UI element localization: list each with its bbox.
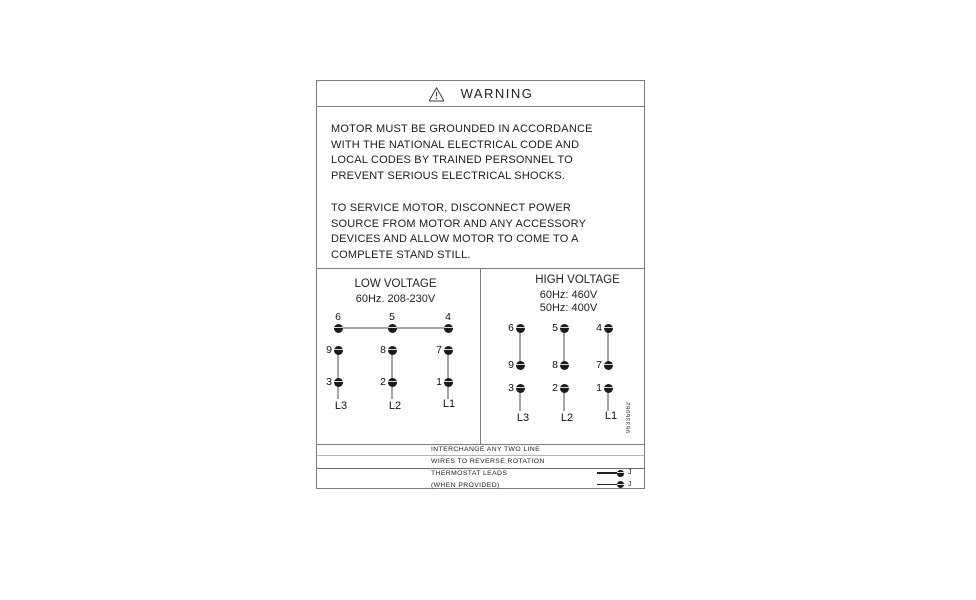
- terminal-dot-7: [604, 361, 613, 370]
- wire-8-2-L2: [391, 350, 393, 399]
- terminal-number: 6: [508, 322, 514, 334]
- line-lead-label: L2: [388, 400, 402, 412]
- low-voltage-diagram: [317, 269, 480, 444]
- terminal-number: 3: [508, 382, 514, 394]
- footer-divider-mid2: [317, 468, 644, 469]
- terminal-dot-9: [516, 361, 525, 370]
- terminal-dot-2: [388, 378, 397, 387]
- terminal-dot-4: [444, 324, 453, 333]
- terminal-number: 4: [445, 311, 451, 323]
- warning-text-line: SOURCE FROM MOTOR AND ANY ACCESSORY: [331, 217, 587, 230]
- thermostat-leads-label: THERMOSTAT LEADS: [431, 470, 508, 477]
- terminal-dot-3: [516, 384, 525, 393]
- terminal-dot-3: [334, 378, 343, 387]
- terminal-number: 1: [596, 382, 602, 394]
- terminal-dot-6: [334, 324, 343, 333]
- wire-7-1-L1: [447, 350, 449, 399]
- wire-4-7: [607, 328, 609, 365]
- wire-9-3-L3: [337, 350, 339, 399]
- terminal-number: 9: [326, 344, 332, 356]
- terminal-number: 6: [335, 311, 341, 323]
- terminal-number: 8: [552, 359, 558, 371]
- warning-header: [317, 81, 644, 107]
- wire-6-9: [519, 328, 521, 365]
- line-lead-label: L3: [334, 400, 348, 412]
- warning-text-line: PREVENT SERIOUS ELECTRICAL SHOCKS.: [331, 169, 566, 182]
- thermostat-lead-dot-2: [617, 481, 624, 488]
- terminal-dot-6: [516, 324, 525, 333]
- terminal-number: 1: [436, 376, 442, 388]
- terminal-number: 8: [380, 344, 386, 356]
- terminal-number: 7: [596, 359, 602, 371]
- line-lead-label: L1: [442, 398, 456, 410]
- footer-divider-mid1: [317, 455, 644, 456]
- terminal-dot-8: [560, 361, 569, 370]
- warning-text-line: COMPLETE STAND STILL.: [331, 248, 471, 261]
- terminal-number: 5: [552, 322, 558, 334]
- thermostat-lead-label-2: J: [628, 480, 632, 488]
- terminal-number: 3: [326, 376, 332, 388]
- terminal-number: 2: [552, 382, 558, 394]
- terminal-dot-1: [444, 378, 453, 387]
- wire-5-8: [563, 328, 565, 365]
- terminal-dot-5: [388, 324, 397, 333]
- when-provided-label: (WHEN PROVIDED): [431, 482, 500, 489]
- terminal-dot-8: [388, 346, 397, 355]
- terminal-number: 7: [436, 344, 442, 356]
- footer-note-line1: INTERCHANGE ANY TWO LINE: [431, 445, 541, 453]
- warning-text-line: TO SERVICE MOTOR, DISCONNECT POWER: [331, 202, 572, 214]
- terminal-dot-7: [444, 346, 453, 355]
- warning-paragraph-2: [331, 201, 586, 263]
- high-voltage-subtitle-60hz: 60Hz: 460V: [539, 289, 598, 301]
- terminal-dot-9: [334, 346, 343, 355]
- high-voltage-title: HIGH VOLTAGE: [535, 274, 620, 286]
- terminal-number: 2: [380, 376, 386, 388]
- high-voltage-diagram: [481, 269, 646, 444]
- footer-note-line2: WIRES TO REVERSE ROTATION: [431, 458, 545, 465]
- terminal-dot-2: [560, 384, 569, 393]
- thermostat-lead-wire-1: [597, 472, 617, 474]
- terminal-dot-1: [604, 384, 613, 393]
- warning-text-line: DEVICES AND ALLOW MOTOR TO COME TO A: [331, 233, 579, 246]
- line-lead-label: L1: [604, 410, 618, 422]
- part-number: 96336962: [626, 401, 632, 433]
- warning-title: WARNING: [460, 86, 534, 101]
- warning-text-line: MOTOR MUST BE GROUNDED IN ACCORDANCE: [331, 123, 593, 135]
- warning-text-line: LOCAL CODES BY TRAINED PERSONNEL TO: [331, 154, 573, 167]
- thermostat-lead-label-1: J: [628, 469, 632, 476]
- terminal-number: 4: [596, 322, 602, 334]
- warning-paragraph-1: [331, 122, 593, 184]
- line-lead-label: L2: [560, 412, 574, 424]
- warning-triangle-icon: [428, 86, 445, 102]
- motor-warning-label: [316, 80, 645, 489]
- terminal-number: 5: [389, 311, 395, 323]
- low-voltage-title: LOW VOLTAGE: [354, 278, 437, 290]
- terminal-number: 9: [508, 359, 514, 371]
- thermostat-lead-dot-1: [617, 470, 624, 477]
- terminal-dot-5: [560, 324, 569, 333]
- low-voltage-subtitle: 60Hz. 208-230V: [355, 293, 436, 305]
- line-lead-label: L3: [516, 412, 530, 424]
- high-voltage-subtitle-50hz: 50Hz: 400V: [539, 302, 598, 314]
- thermostat-lead-wire-2: [597, 484, 617, 486]
- warning-text-line: WITH THE NATIONAL ELECTRICAL CODE AND: [331, 138, 580, 151]
- terminal-dot-4: [604, 324, 613, 333]
